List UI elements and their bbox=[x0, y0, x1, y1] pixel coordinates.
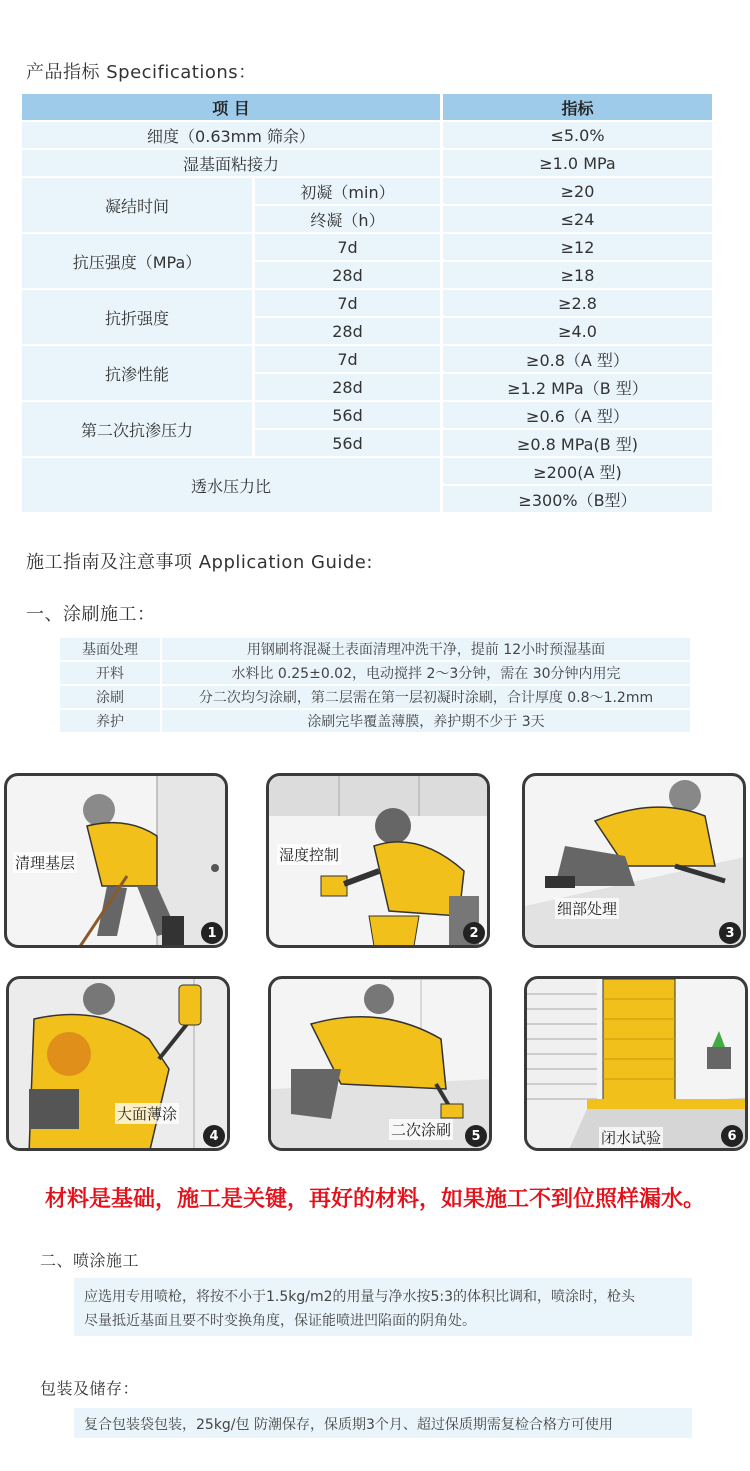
illustration-clean-base bbox=[4, 773, 228, 948]
spec-value-initial-set: ≥20 bbox=[443, 178, 712, 204]
panel-label: 二次涂刷 bbox=[391, 1121, 452, 1139]
spec-sub-flexural-7d: 7d bbox=[255, 290, 440, 316]
step-row bbox=[60, 686, 690, 708]
spec-sub-compressive-7d: 7d bbox=[255, 234, 440, 260]
spec-item-fineness: 细度（0.63mm 筛余） bbox=[22, 122, 440, 148]
step-number-badge: 6 bbox=[721, 1125, 743, 1147]
step-number-badge: 4 bbox=[203, 1125, 225, 1147]
spec-sub-flexural-28d: 28d bbox=[255, 318, 440, 344]
step-number-badge: 5 bbox=[465, 1125, 487, 1147]
illustration-thin-coat bbox=[6, 976, 230, 1151]
spec-value-second-56d-b: ≥0.8 MPa(B 型) bbox=[443, 430, 712, 456]
panel-label: 清理基层 bbox=[15, 854, 76, 872]
brush-section-heading: 一、涂刷施工： bbox=[26, 604, 156, 625]
step-label: 基面处理 bbox=[60, 638, 160, 660]
spec-value-flexural-28d: ≥4.0 bbox=[443, 318, 712, 344]
packaging-box bbox=[74, 1408, 692, 1438]
guide-heading: 施工指南及注意事项 Application Guide: bbox=[26, 552, 373, 573]
step-row bbox=[60, 662, 690, 684]
step-label: 养护 bbox=[60, 710, 160, 732]
spec-group-impermeability: 抗渗性能 bbox=[22, 346, 252, 400]
spray-line: 尽量抵近基面且要不时变换角度，保证能喷进凹陷面的阴角处。 bbox=[84, 1313, 476, 1329]
illustration-humidity-control bbox=[266, 773, 490, 948]
illustration-detail-treatment bbox=[522, 773, 746, 948]
step-number-badge: 1 bbox=[201, 922, 223, 944]
spec-sub-final-set: 终凝（h） bbox=[255, 206, 440, 232]
step-label: 开料 bbox=[60, 662, 160, 684]
panel-label: 大面薄涂 bbox=[117, 1105, 178, 1123]
illustration-second-coat bbox=[268, 976, 492, 1151]
spec-value-impermeability-7d: ≥0.8（A 型） bbox=[443, 346, 712, 372]
spec-group-flexural: 抗折强度 bbox=[22, 290, 252, 344]
spec-sub-second-56d-b: 56d bbox=[255, 430, 440, 456]
step-text: 分二次均匀涂刷，第二层需在第一层初凝时涂刷，合计厚度 0.8～1.2mm bbox=[162, 686, 690, 708]
step-text: 水料比 0.25±0.02，电动搅拌 2～3分钟，需在 30分钟内用完 bbox=[162, 662, 690, 684]
spec-sub-impermeability-28d: 28d bbox=[255, 374, 440, 400]
specifications-heading: 产品指标 Specifications： bbox=[26, 62, 257, 83]
spray-line: 应选用专用喷枪，将按不小于1.5kg/m2的用量与净水按5:3的体积比调和，喷涂时，枪头 bbox=[84, 1289, 636, 1305]
spec-sub-compressive-28d: 28d bbox=[255, 262, 440, 288]
table-header-item: 项 目 bbox=[22, 94, 440, 120]
panel-label: 湿度控制 bbox=[279, 846, 340, 864]
panel-label: 闭水试验 bbox=[601, 1129, 662, 1147]
spec-group-setting-time: 凝结时间 bbox=[22, 178, 252, 232]
warning-slogan: 材料是基础，施工是关键，再好的材料，如果施工不到位照样漏水。 bbox=[44, 1187, 705, 1212]
spec-value-compressive-7d: ≥12 bbox=[443, 234, 712, 260]
spray-section-heading: 二、喷涂施工 bbox=[40, 1251, 140, 1270]
spec-group-permeability-ratio: 透水压力比 bbox=[22, 458, 440, 512]
spec-value-fineness: ≤5.0% bbox=[443, 122, 712, 148]
table-header-index: 指标 bbox=[443, 94, 712, 120]
panel-label: 细部处理 bbox=[557, 900, 618, 918]
step-number-badge: 2 bbox=[463, 922, 485, 944]
illustration-water-test bbox=[524, 976, 748, 1151]
spec-sub-second-56d-a: 56d bbox=[255, 402, 440, 428]
spec-group-second-impermeability: 第二次抗渗压力 bbox=[22, 402, 252, 456]
step-label: 涂刷 bbox=[60, 686, 160, 708]
spec-value-compressive-28d: ≥18 bbox=[443, 262, 712, 288]
spec-value-permeability-a: ≥200(A 型) bbox=[443, 458, 712, 484]
spec-value-permeability-b: ≥300%（B型） bbox=[443, 486, 712, 512]
spec-value-second-56d-a: ≥0.6（A 型） bbox=[443, 402, 712, 428]
step-text: 涂刷完毕覆盖薄膜，养护期不少于 3天 bbox=[162, 710, 690, 732]
spec-item-adhesion: 湿基面粘接力 bbox=[22, 150, 440, 176]
spec-value-flexural-7d: ≥2.8 bbox=[443, 290, 712, 316]
spec-value-impermeability-28d: ≥1.2 MPa（B 型） bbox=[443, 374, 712, 400]
spec-sub-impermeability-7d: 7d bbox=[255, 346, 440, 372]
step-text: 用钢刷将混凝土表面清理冲洗干净，提前 12小时预湿基面 bbox=[162, 638, 690, 660]
step-row bbox=[60, 710, 690, 732]
spec-group-compressive: 抗压强度（MPa） bbox=[22, 234, 252, 288]
step-number-badge: 3 bbox=[719, 922, 741, 944]
spec-sub-initial-set: 初凝（min） bbox=[255, 178, 440, 204]
spray-instructions bbox=[74, 1278, 692, 1336]
step-row bbox=[60, 638, 690, 660]
spec-value-adhesion: ≥1.0 MPa bbox=[443, 150, 712, 176]
spec-value-final-set: ≤24 bbox=[443, 206, 712, 232]
packaging-heading: 包装及储存： bbox=[40, 1379, 140, 1398]
packaging-text: 复合包装袋包装，25kg/包 防潮保存，保质期3个月、超过保质期需复检合格方可使用 bbox=[84, 1417, 613, 1433]
